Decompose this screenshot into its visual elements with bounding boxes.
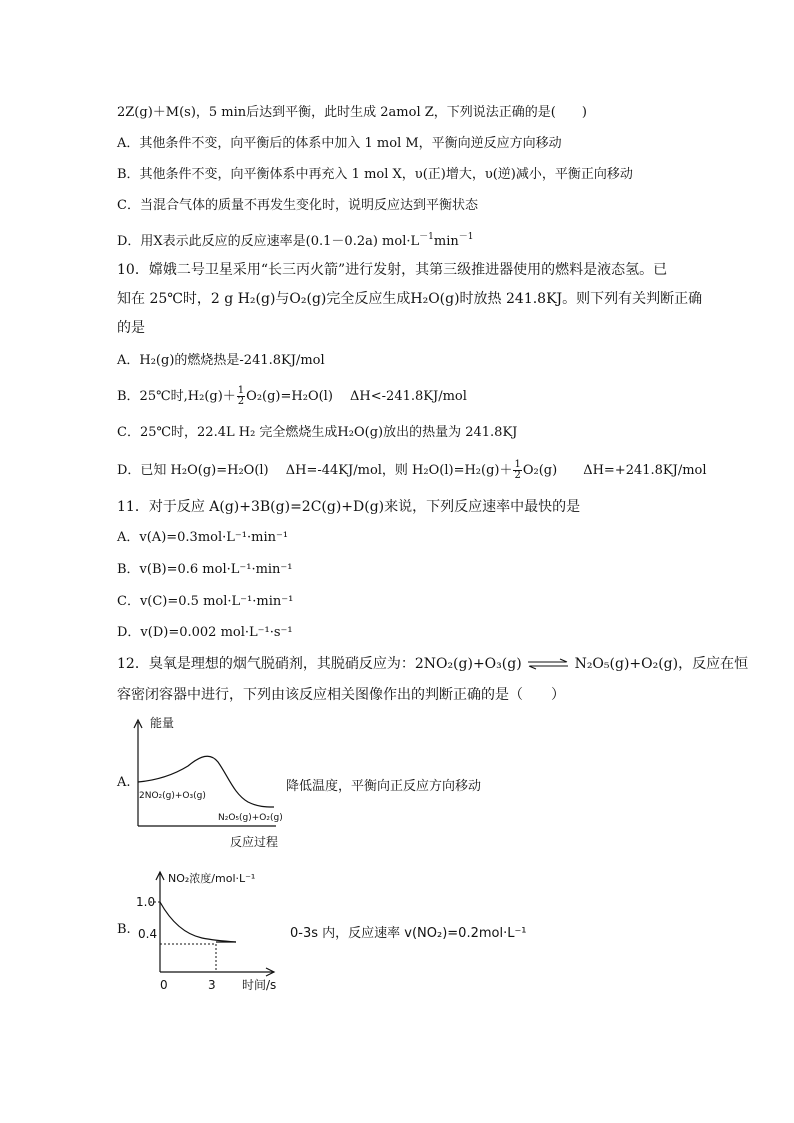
- q10-option-a: A．H₂(g)的燃烧热是-241.8KJ/mol: [117, 353, 325, 368]
- fig-a-statement: 降低温度，平衡向正反应方向移动: [286, 779, 482, 794]
- concentration-chart: [132, 862, 292, 992]
- q10-option-d-fraction: [513, 460, 521, 481]
- q10-option-b-equation: O₂(g)=H₂O(l) ΔH<-241.8KJ/mol: [246, 389, 467, 404]
- product-label: N₂O₅(g)+O₂(g): [218, 813, 283, 823]
- reactant-label: 2NO₂(g)+O₃(g): [139, 791, 206, 801]
- q9-option-d-text: D．用X表示此反应的反应速率是(0.1－0.2a) mol·L: [117, 234, 420, 249]
- fraction-numerator: 1: [514, 459, 521, 470]
- q11-stem: 11．对于反应 A(g)+3B(g)=2C(g)+D(g)来说，下列反应速率中最快的是: [117, 499, 581, 515]
- q12-stem-text: 12．臭氧是理想的烟气脱硝剂，其脱硝反应为：2NO₂(g)+O₃(g): [117, 656, 522, 672]
- x-tick-3: 3: [208, 978, 216, 992]
- q10-stem-line1: 10．嫦娥二号卫星采用“长三丙火箭”进行发射，其第三级推进器使用的燃料是液态氢。已: [117, 262, 668, 278]
- q9-option-a: A．其他条件不变，向平衡后的体系中加入 1 mol M，平衡向逆反应方向移动: [117, 136, 562, 151]
- fig-a-label: A.: [117, 775, 131, 790]
- q10-option-b-fraction: [237, 386, 245, 407]
- q11-option-b: B．v(B)=0.6 mol·L⁻¹·min⁻¹: [117, 562, 293, 577]
- q9-option-d-unit: min: [433, 234, 459, 249]
- q10-stem-line3: 的是: [117, 320, 145, 336]
- q9-option-d-exp2: －1: [458, 232, 474, 242]
- time-axis-label: 时间/s: [242, 978, 277, 992]
- fraction-denominator: 2: [514, 470, 521, 481]
- fig-b-statement: 0-3s 内，反应速率 v(NO₂)=0.2mol·L⁻¹: [290, 926, 527, 941]
- q10-stem-line2: 知在 25℃时，2 g H₂(g)与O₂(g)完全反应生成H₂O(g)时放热 241.8KJ。则下列有关判断正确: [117, 291, 703, 307]
- concentration-curve: [160, 902, 236, 942]
- y-tick-1-0: 1.0: [136, 895, 156, 909]
- q11-option-a: A．v(A)=0.3mol·L⁻¹·min⁻¹: [117, 530, 289, 545]
- equilibrium-arrow-icon: [526, 658, 570, 670]
- x-tick-0: 0: [160, 978, 168, 992]
- q9-option-d-exp1: －1: [419, 232, 434, 242]
- q11-option-d: D．v(D)=0.002 mol·L⁻¹·s⁻¹: [117, 625, 293, 640]
- q10-option-d-text: D．已知 H₂O(g)=H₂O(l) ΔH=-44KJ/mol，则 H₂O(l)=H₂(g)＋: [117, 463, 513, 478]
- fraction-numerator: 1: [237, 385, 245, 396]
- q12-stem-line2: 容密闭容器中进行，下列由该反应相关图像作出的判断正确的是（ ）: [117, 687, 565, 703]
- q10-option-b-text: B．25℃时,H₂(g)＋: [117, 389, 236, 404]
- process-axis-label: 反应过程: [230, 835, 279, 849]
- fraction-denominator: 2: [237, 396, 245, 407]
- q12-stem-line1: [117, 655, 748, 673]
- q9-option-d: [117, 228, 473, 251]
- q9-stem-tail: 2Z(g)＋M(s)，5 min后达到平衡，此时生成 2amol Z，下列说法正确的是( ): [117, 105, 587, 120]
- concentration-axis-label: NO₂浓度/mol·L⁻¹: [168, 872, 256, 885]
- energy-diagram: [130, 714, 290, 854]
- energy-axis-label: 能量: [150, 716, 175, 730]
- fig-b-label: B.: [117, 922, 131, 937]
- q10-option-d-equation: O₂(g) ΔH=+241.8KJ/mol: [522, 463, 707, 478]
- q10-option-c: C．25℃时，22.4L H₂ 完全燃烧生成H₂O(g)放出的热量为 241.8KJ: [117, 425, 518, 440]
- q9-option-b: B．其他条件不变，向平衡体系中再充入 1 mol X，υ(正)增大，υ(逆)减小，平衡正向移动: [117, 167, 633, 182]
- q9-option-c: C．当混合气体的质量不再发生变化时，说明反应达到平衡状态: [117, 198, 478, 213]
- q11-option-c: C．v(C)=0.5 mol·L⁻¹·min⁻¹: [117, 594, 294, 609]
- q10-option-d: [117, 460, 707, 481]
- q10-option-b: [117, 386, 467, 407]
- q12-stem-text-cont: N₂O₅(g)+O₂(g)，反应在恒: [574, 656, 749, 672]
- y-tick-0-4: 0.4: [138, 927, 158, 941]
